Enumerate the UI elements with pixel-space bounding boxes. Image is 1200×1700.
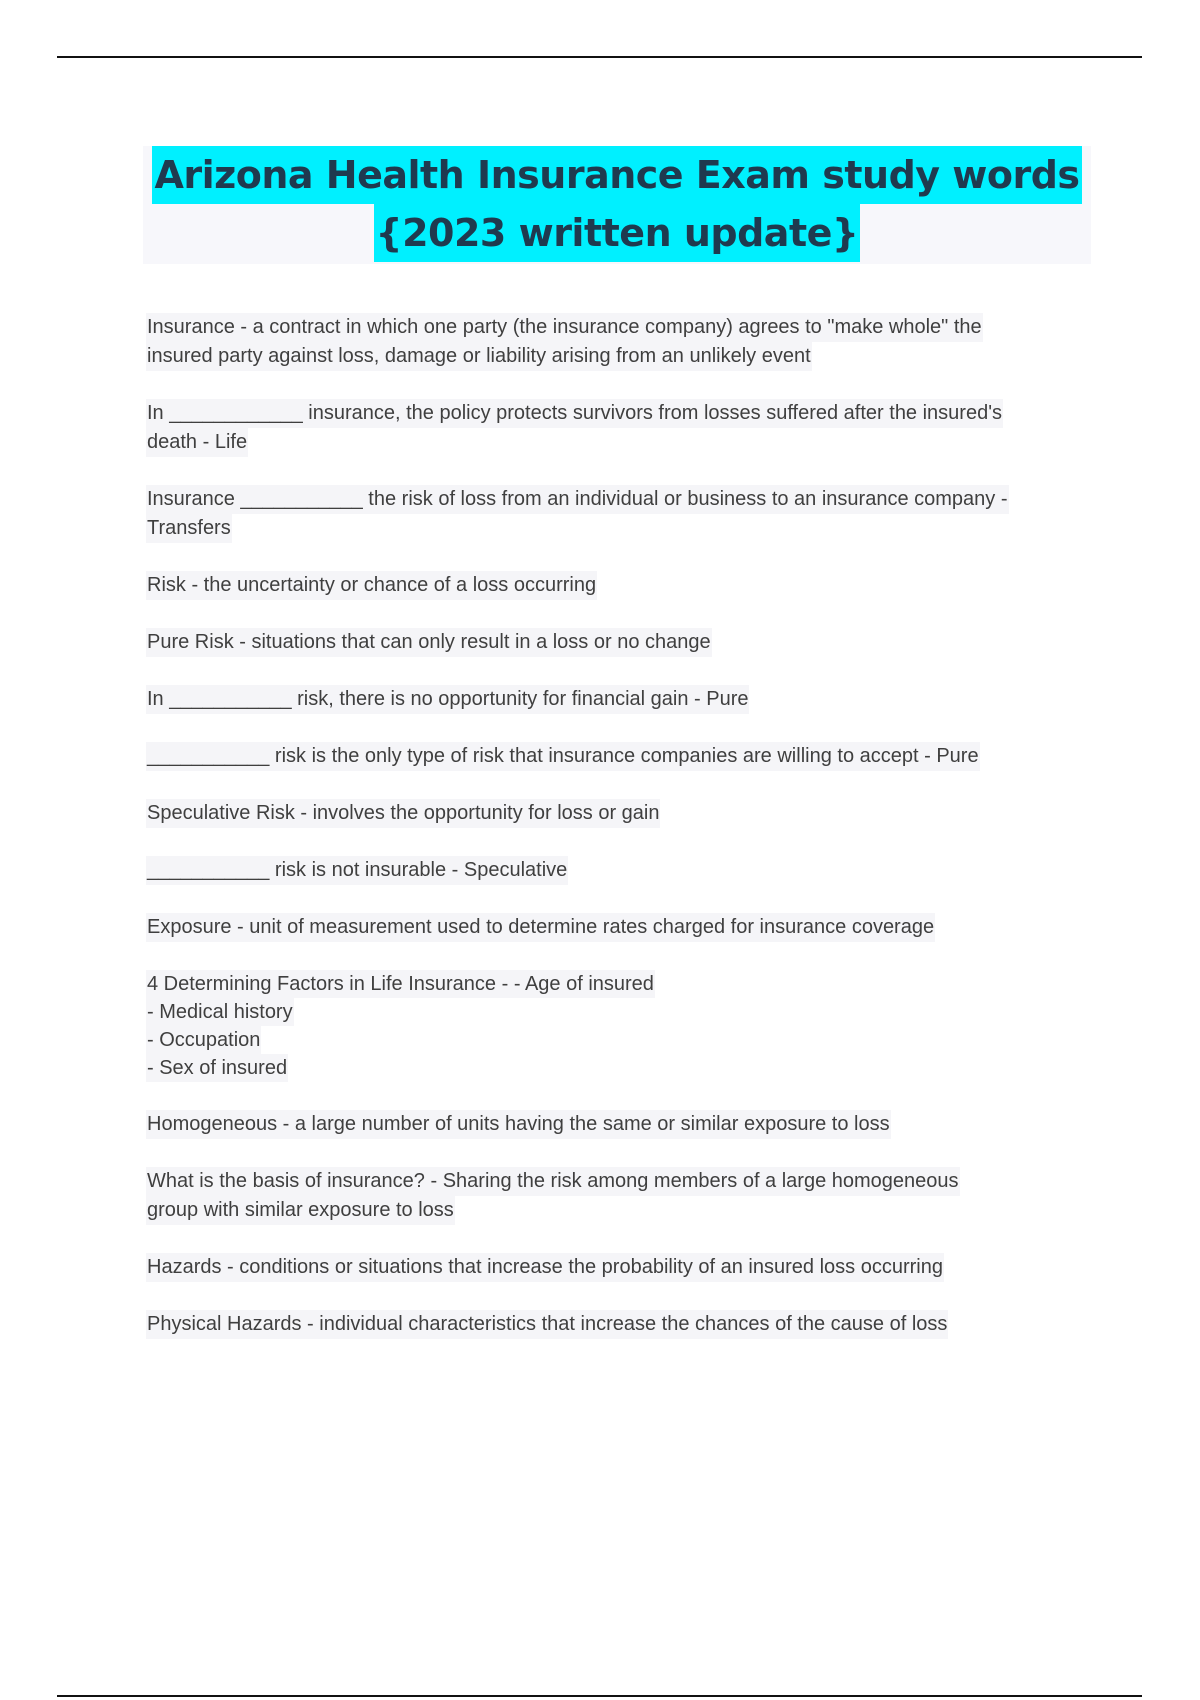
entry-line: Speculative Risk - involves the opportunity for loss or gain <box>146 799 660 828</box>
study-terms-list <box>146 313 1096 1367</box>
term-entry <box>146 856 1096 885</box>
entry-line: insured party against loss, damage or liability arising from an unlikely event <box>146 342 812 371</box>
term-entry <box>146 913 1096 942</box>
entry-line: In ____________ insurance, the policy protects survivors from losses suffered after the insured's <box>146 399 1003 428</box>
term-entry <box>146 485 1096 543</box>
term-entry <box>146 313 1096 371</box>
term-entry <box>146 685 1096 714</box>
entry-line: In ___________ risk, there is no opportunity for financial gain - Pure <box>146 685 749 714</box>
entry-line: Risk - the uncertainty or chance of a loss occurring <box>146 571 597 600</box>
entry-line: ___________ risk is the only type of risk that insurance companies are willing to accept - Pure <box>146 742 980 771</box>
top-divider <box>57 56 1142 58</box>
entry-line: Transfers <box>146 514 232 543</box>
term-entry <box>146 1310 1096 1339</box>
entry-line: - Sex of insured <box>146 1054 288 1082</box>
document-title <box>143 146 1091 264</box>
entry-line: - Medical history <box>146 998 294 1026</box>
entry-line: ___________ risk is not insurable - Speculative <box>146 856 568 885</box>
term-entry <box>146 1110 1096 1139</box>
entry-line: Insurance - a contract in which one party (the insurance company) agrees to "make whole" the <box>146 313 983 342</box>
term-entry <box>146 1253 1096 1282</box>
entry-line: 4 Determining Factors in Life Insurance - - Age of insured <box>146 970 655 998</box>
term-entry <box>146 399 1096 457</box>
entry-line: death - Life <box>146 428 248 457</box>
title-line-2: {2023 written update} <box>374 204 861 262</box>
entry-line: group with similar exposure to loss <box>146 1196 455 1225</box>
title-line-1: Arizona Health Insurance Exam study words <box>152 146 1081 204</box>
entry-line: Homogeneous - a large number of units having the same or similar exposure to loss <box>146 1110 891 1139</box>
entry-line: Physical Hazards - individual characteristics that increase the chances of the cause of loss <box>146 1310 948 1339</box>
entry-line: What is the basis of insurance? - Sharing the risk among members of a large homogeneous <box>146 1167 960 1196</box>
entry-line: Exposure - unit of measurement used to determine rates charged for insurance coverage <box>146 913 935 942</box>
term-entry <box>146 571 1096 600</box>
bottom-divider <box>57 1695 1142 1697</box>
term-entry <box>146 970 1096 1082</box>
entry-line: Pure Risk - situations that can only result in a loss or no change <box>146 628 712 657</box>
entry-line: - Occupation <box>146 1026 261 1054</box>
entry-line: Hazards - conditions or situations that increase the probability of an insured loss occurring <box>146 1253 944 1282</box>
term-entry <box>146 742 1096 771</box>
term-entry <box>146 1167 1096 1225</box>
term-entry <box>146 628 1096 657</box>
term-entry <box>146 799 1096 828</box>
entry-line: Insurance ___________ the risk of loss from an individual or business to an insurance company - <box>146 485 1009 514</box>
